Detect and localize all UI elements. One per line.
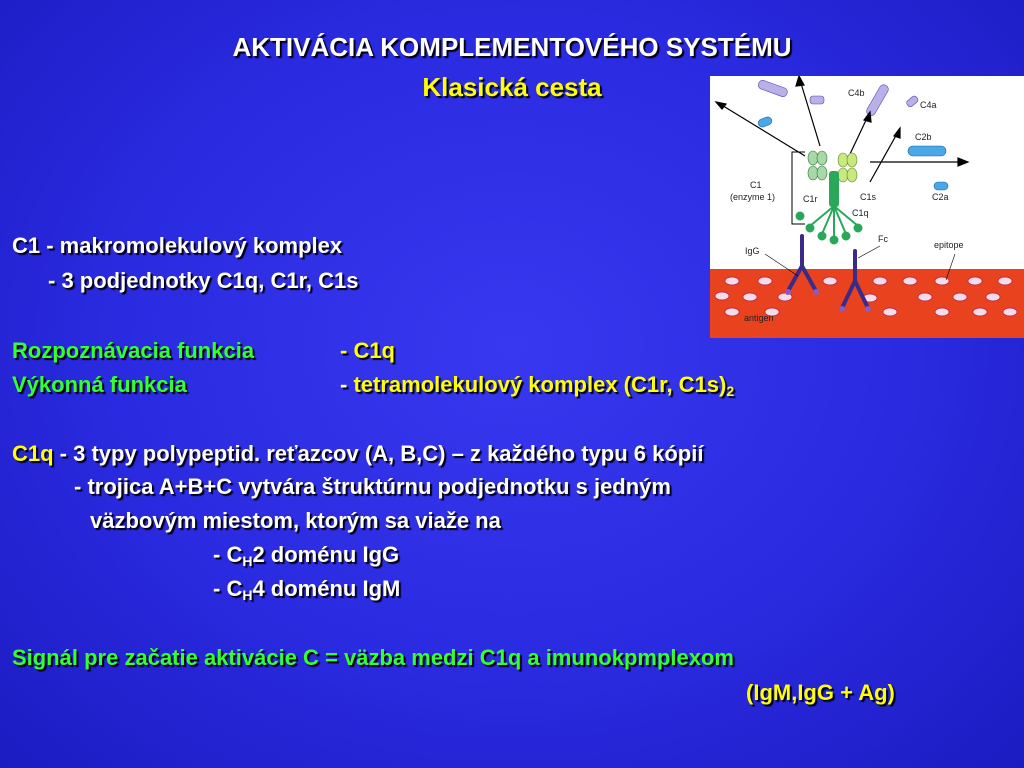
complement-activation-figure — [710, 76, 1024, 338]
c1q-label: C1q — [852, 208, 869, 218]
effector-text: tetramolekulový komplex (C1r, C1s) — [353, 372, 727, 397]
c2b-fragment — [908, 146, 946, 156]
recognition-line — [12, 338, 254, 364]
c1s-subunit — [838, 153, 857, 182]
igg-prefix: - C — [213, 542, 243, 567]
c2b-label: C2b — [915, 132, 932, 142]
igm-domain-line — [213, 576, 400, 608]
c1r-subunit — [808, 151, 827, 180]
igm-sub: H — [242, 587, 253, 603]
c4a-fragment — [905, 95, 919, 108]
c1-line: C1 - makromolekulový komplex — [12, 233, 343, 258]
c1r-label: C1r — [803, 194, 818, 204]
effector-line — [12, 372, 187, 398]
figure-svg — [710, 76, 1024, 338]
effector-dash: - — [340, 372, 354, 397]
effector-subscript: 2 — [726, 383, 735, 399]
fc-pointer — [858, 246, 880, 258]
c1-label: C1 — [750, 180, 762, 190]
antigen-label: antigen — [744, 313, 774, 323]
effector-value — [340, 372, 734, 404]
c1q-term: C1q — [12, 441, 54, 466]
c4a-label: C4a — [920, 100, 937, 110]
c1q-definition: - 3 typy polypeptid. reťazcov (A, B,C) – z každého typu 6 kópií — [53, 441, 704, 466]
signal-line: Signál pre začatie aktivácie C = väzba medzi C1q a imunokpmplexom — [12, 645, 734, 670]
recognition-label: Rozpoznávacia funkcia — [12, 338, 255, 363]
slide-subtitle: Klasická cesta — [422, 72, 602, 102]
igm-prefix: - C — [213, 576, 243, 601]
fc-label: Fc — [878, 234, 888, 244]
epitope-label: epitope — [934, 240, 964, 250]
c1s-label: C1s — [860, 192, 877, 202]
signal-paren: (IgM,IgG + Ag) — [746, 680, 895, 705]
enzyme-label: (enzyme 1) — [730, 192, 776, 202]
igg-rest: 2 doménu IgG — [252, 542, 400, 567]
slide-title: AKTIVÁCIA KOMPLEMENTOVÉHO SYSTÉMU — [232, 32, 792, 62]
c2a-fragment — [934, 182, 948, 190]
igg-sub: H — [242, 553, 253, 569]
binding-line: väzbovým miestom, ktorým sa viaže na — [90, 508, 501, 533]
c2-small-fragment — [757, 116, 773, 128]
effector-label: Výkonná funkcia — [12, 372, 187, 397]
c2a-label: C2a — [932, 192, 949, 202]
igm-rest: 4 doménu IgM — [252, 576, 401, 601]
recognition-value: - C1q — [340, 338, 395, 363]
igg-domain-line — [213, 542, 399, 574]
triad-line: - trojica A+B+C vytvára štruktúrnu podjednotku s jedným — [74, 474, 671, 499]
igg-label: IgG — [745, 246, 760, 256]
c1-subunits-line: - 3 podjednotky C1q, C1r, C1s — [48, 268, 359, 293]
c4b-label: C4b — [848, 88, 865, 98]
c1q-line — [12, 441, 703, 467]
